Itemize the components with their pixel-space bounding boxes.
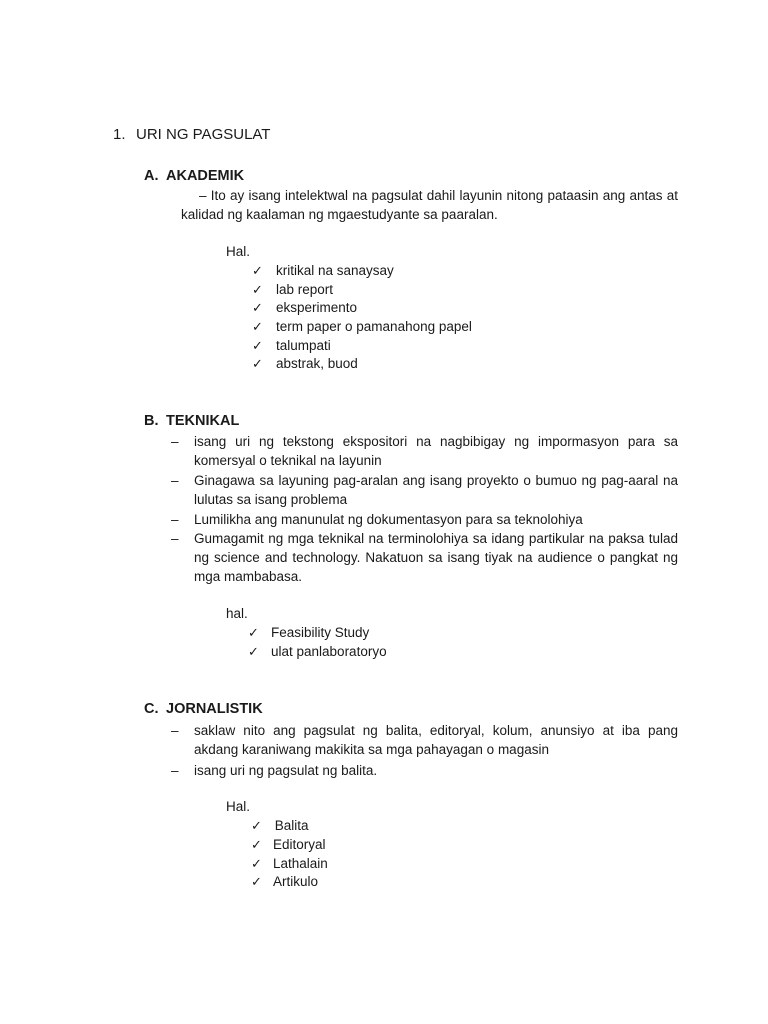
dash-bullet: – (171, 763, 179, 778)
section-c-bullet: saklaw nito ang pagsulat ng balita, editoryal, kolum, anunsiyo at iba pang akdang karaniwang makikita sa mga pahayagan o magasin (194, 723, 678, 757)
section-b-title: TEKNIKAL (166, 413, 240, 429)
section-b-example-label: hal. (226, 606, 248, 621)
check-icon: ✓ (252, 263, 263, 278)
check-icon: ✓ (251, 837, 262, 852)
section-b-heading (144, 413, 239, 429)
section-c-bullet: isang uri ng pagsulat ng balita. (194, 763, 378, 778)
section-a-title: AKADEMIK (166, 168, 245, 184)
section-b-bullet: Lumilikha ang manunulat ng dokumentasyon para sa teknolohiya (194, 512, 583, 527)
main-heading-title: URI NG PAGSULAT (136, 126, 271, 143)
check-icon: ✓ (252, 282, 263, 297)
check-icon: ✓ (252, 300, 263, 315)
section-c-title: JORNALISTIK (166, 701, 263, 717)
check-icon: ✓ (248, 644, 259, 659)
section-a-paragraph: – Ito ay isang intelektwal na pagsulat dahil layunin nitong pataasin ang antas at kalidad ng kaalaman ng mgaestudyante sa paaralan. (181, 188, 678, 222)
check-icon: ✓ (252, 338, 263, 353)
section-a-heading (144, 168, 244, 184)
section-c-example-label: Hal. (226, 799, 251, 814)
check-icon: ✓ (251, 818, 262, 833)
dash-bullet: – (171, 531, 179, 546)
section-a-example-label: Hal. (226, 244, 251, 259)
check-icon: ✓ (251, 856, 262, 871)
dash-bullet: – (171, 723, 179, 738)
main-heading (113, 126, 270, 143)
main-heading-number: 1. (113, 126, 126, 143)
check-icon: ✓ (248, 625, 259, 640)
section-b-bullet: isang uri ng tekstong ekspositori na nagbibigay ng impormasyon para sa komersyal o teknikal na layunin (194, 434, 678, 468)
check-icon: ✓ (251, 874, 262, 889)
section-b-letter: B. (144, 413, 159, 429)
dash-bullet: – (171, 473, 179, 488)
dash-bullet: – (171, 512, 179, 527)
check-icon: ✓ (252, 319, 263, 334)
dash-bullet: – (171, 434, 179, 449)
section-b-bullet: Gumagamit ng mga teknikal na terminolohiya sa idang partikular na paksa tulad ng science and technology. Nakatuon sa isang tiyak na audience o pangkat ng mga mambabasa. (194, 531, 678, 584)
section-c-heading (144, 701, 263, 717)
section-a-letter: A. (144, 168, 159, 184)
document-page: 1. URI NG PAGSULAT A. AKADEMIK – Ito ay isang intelektwal na pagsulat dahil layunin nitong pataasin ang antas at kalidad ng kaalaman ng mgaestudyante sa paaralan. Hal. ✓ kritikal na sanaysay ✓ lab report ✓ eksperimento ✓ term paper o pamanahong papel ✓ talumpati ✓ abstrak, buod B. TEKNIKAL – isang uri ng tekstong ekspositori na nagbibigay ng impormasyon para sa komersyal o teknikal na layunin – Ginagawa sa layuning pag-aralan ang isang proyekto o bumuo ng pag-aaral na lulutas sa isang problema – Lumilikha ang manunulat ng dokumentasyon para sa teknolohiya – Gumagamit ng mga teknikal na terminolohiya sa idang partikular na paksa tulad ng science and technology. Nakatuon sa isang tiyak na audience o pangkat ng mga mambabasa. hal. ✓ Feasibility Study ✓ ulat panlaboratoryo C. JORNALISTIK – saklaw nito ang pagsulat ng balita, editoryal, kolum, anunsiyo at iba pang akdang karaniwang makikita sa mga pahayagan o magasin – isang uri ng pagsulat ng balita. Hal. ✓ Balita ✓ Editoryal ✓ Lathalain ✓ Artikulo (113, 126, 678, 889)
section-c-letter: C. (144, 701, 159, 717)
check-icon: ✓ (252, 356, 263, 371)
section-b-bullet: Ginagawa sa layuning pag-aralan ang isang proyekto o bumuo ng pag-aaral na lulutas sa isang problema (194, 473, 678, 507)
